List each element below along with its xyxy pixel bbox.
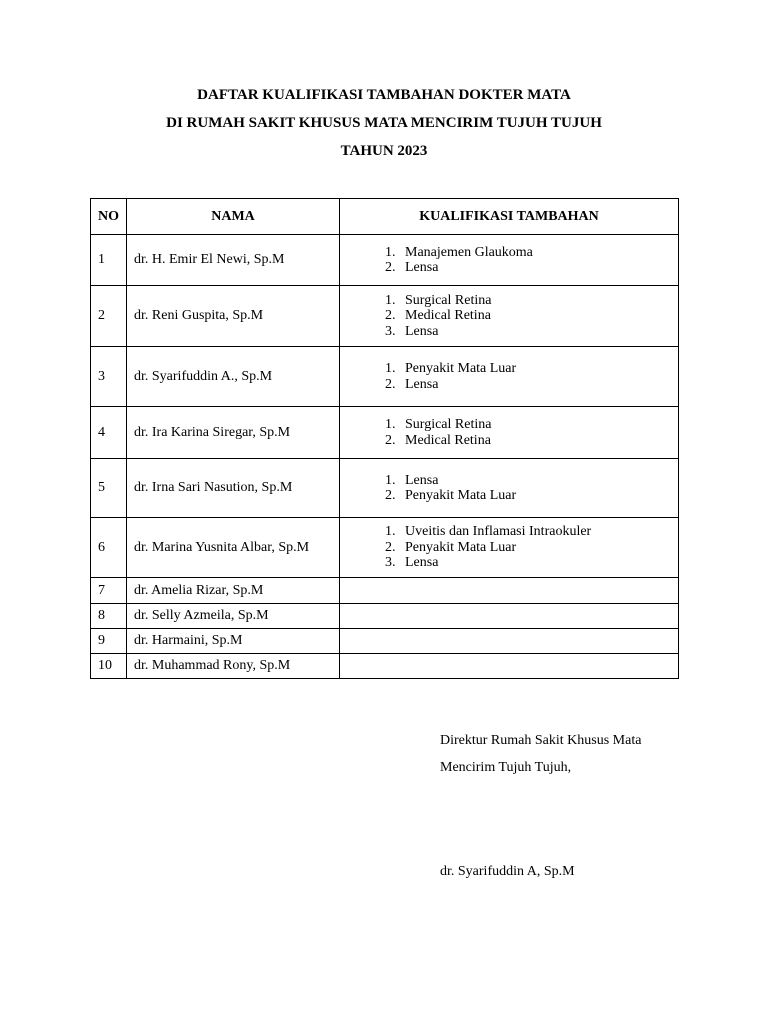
qualification-cell	[340, 629, 679, 654]
row-number: 8	[91, 604, 127, 629]
qualification-item: 3. Lensa	[399, 555, 671, 571]
table-row	[91, 518, 679, 578]
doctor-name: dr. H. Emir El Newi, Sp.M	[127, 235, 340, 286]
doctor-name: dr. Muhammad Rony, Sp.M	[127, 654, 340, 679]
row-number: 1	[91, 235, 127, 286]
qualification-cell	[340, 286, 679, 347]
qualification-item: 2. Penyakit Mata Luar	[399, 488, 671, 504]
table-row	[91, 629, 679, 654]
table-row	[91, 578, 679, 604]
row-number: 2	[91, 286, 127, 347]
column-header-nama: NAMA	[127, 199, 340, 235]
qualification-item: 1. Penyakit Mata Luar	[399, 361, 671, 377]
qualification-list	[347, 245, 671, 276]
table-row	[91, 347, 679, 407]
qualification-cell	[340, 347, 679, 407]
table-row	[91, 235, 679, 286]
qualification-item: 3. Lensa	[399, 324, 671, 340]
qualification-list	[347, 293, 671, 340]
column-header-kualifikasi: KUALIFIKASI TAMBAHAN	[340, 199, 679, 235]
qualification-cell	[340, 407, 679, 459]
doctor-name: dr. Irna Sari Nasution, Sp.M	[127, 459, 340, 518]
signature-title-line1: Direktur Rumah Sakit Khusus Mata	[440, 733, 642, 748]
doctor-name: dr. Syarifuddin A., Sp.M	[127, 347, 340, 407]
row-number: 9	[91, 629, 127, 654]
qualification-item: 2. Penyakit Mata Luar	[399, 540, 671, 556]
doctor-name: dr. Harmaini, Sp.M	[127, 629, 340, 654]
doctor-name: dr. Selly Azmeila, Sp.M	[127, 604, 340, 629]
qualification-item: 2. Medical Retina	[399, 308, 671, 324]
document-title: DAFTAR KUALIFIKASI TAMBAHAN DOKTER MATA	[197, 87, 571, 103]
table-row	[91, 654, 679, 679]
qualification-cell	[340, 518, 679, 578]
signature-title-line2: Mencirim Tujuh Tujuh,	[440, 760, 572, 775]
table-row	[91, 459, 679, 518]
doctor-name: dr. Amelia Rizar, Sp.M	[127, 578, 340, 604]
table-row	[91, 604, 679, 629]
qualification-list	[347, 524, 671, 571]
row-number: 10	[91, 654, 127, 679]
table-row	[91, 407, 679, 459]
qualification-item: 1. Lensa	[399, 473, 671, 489]
qualification-item: 1. Uveitis dan Inflamasi Intraokuler	[399, 524, 671, 540]
table-row	[91, 286, 679, 347]
qualification-cell	[340, 235, 679, 286]
qualification-list	[347, 473, 671, 504]
doctor-name: dr. Marina Yusnita Albar, Sp.M	[127, 518, 340, 578]
qualification-cell	[340, 604, 679, 629]
qualification-item: 1. Surgical Retina	[399, 293, 671, 309]
doctor-name: dr. Ira Karina Siregar, Sp.M	[127, 407, 340, 459]
document-year: TAHUN 2023	[340, 143, 428, 159]
row-number: 6	[91, 518, 127, 578]
qualification-item: 2. Lensa	[399, 260, 671, 276]
qualification-item: 2. Medical Retina	[399, 433, 671, 449]
table-header-row	[91, 199, 679, 235]
qualification-item: 1. Manajemen Glaukoma	[399, 245, 671, 261]
qualification-item: 1. Surgical Retina	[399, 417, 671, 433]
qualification-list	[347, 417, 671, 448]
doctor-name: dr. Reni Guspita, Sp.M	[127, 286, 340, 347]
table-body	[91, 235, 679, 679]
qualification-cell	[340, 654, 679, 679]
signature-name: dr. Syarifuddin A, Sp.M	[440, 864, 575, 879]
qualification-cell	[340, 578, 679, 604]
qualification-list	[347, 361, 671, 392]
column-header-no: NO	[91, 199, 127, 235]
document-subtitle: DI RUMAH SAKIT KHUSUS MATA MENCIRIM TUJUH TUJUH	[166, 115, 602, 131]
row-number: 7	[91, 578, 127, 604]
row-number: 5	[91, 459, 127, 518]
row-number: 4	[91, 407, 127, 459]
qualification-table	[90, 198, 679, 679]
row-number: 3	[91, 347, 127, 407]
qualification-item: 2. Lensa	[399, 377, 671, 393]
qualification-cell	[340, 459, 679, 518]
